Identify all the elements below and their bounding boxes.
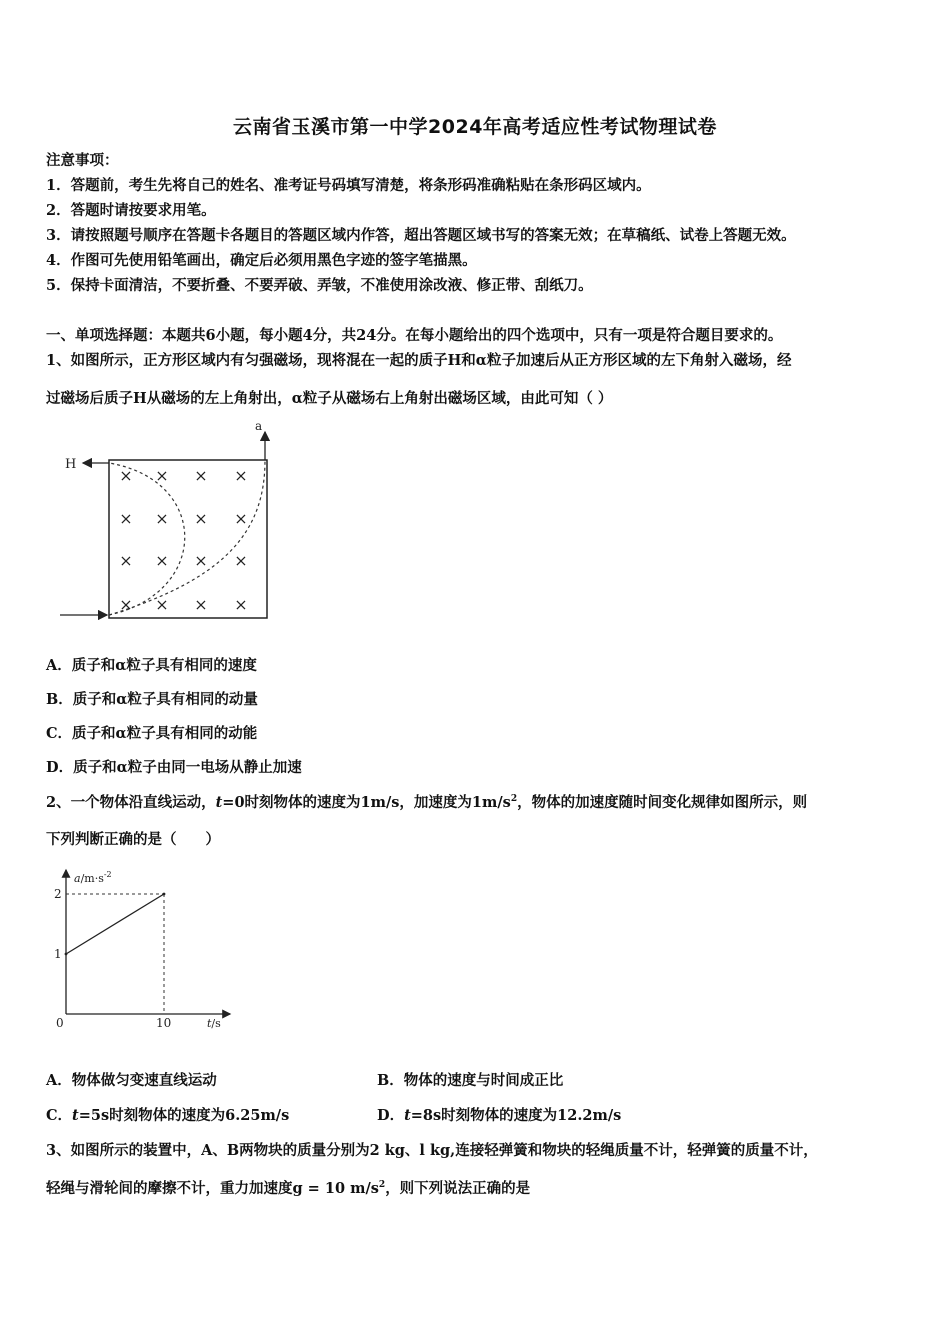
notice-item-3: 3．请按照题号顺序在答题卡各题目的答题区域内作答，超出答题区域书写的答案无效；在草稿纸、试卷上答题无效。	[46, 227, 796, 244]
field-mark-1-3: ×	[234, 509, 248, 528]
q2-option-c-text: =5s时刻物体的速度为6.25m/s	[78, 1107, 290, 1124]
q2-stem-line-2: 下列判断正确的是（ ）	[46, 831, 220, 848]
field-mark-3-3: ×	[234, 595, 248, 614]
q2-stem-part-b: =0时刻物体的速度为1m/s，加速度为1m/s	[222, 794, 511, 811]
notice-item-1: 1．答题前，考生先将自己的姓名、准考证号码填写清楚，将条形码准确粘贴在条形码区域内。	[46, 177, 651, 194]
q2-option-c[interactable]	[46, 1106, 289, 1126]
y-axis-sup: -2	[103, 870, 112, 879]
page-title: 云南省玉溪市第一中学2024年高考适应性考试物理试卷	[233, 116, 717, 138]
field-mark-2-0: ×	[119, 551, 133, 570]
q1-field-figure	[55, 418, 285, 628]
chart-marks	[54, 887, 171, 1030]
q3-stem-line-2	[46, 1179, 530, 1199]
xtick-0: 0	[56, 1016, 64, 1030]
q3-stem-line-1: 3、如图所示的装置中，A、B两物块的质量分别为2 kg、l kg,连接轻弹簧和物块的轻绳质量不计，轻弹簧的质量不计，	[46, 1142, 818, 1159]
q2-acceleration-chart	[40, 862, 240, 1040]
q2-option-c-prefix: C．	[46, 1107, 73, 1124]
q3-stem-sup: 2	[378, 1180, 386, 1190]
field-mark-2-1: ×	[155, 551, 169, 570]
proton-path	[109, 463, 185, 615]
field-mark-2-3: ×	[234, 551, 248, 570]
field-mark-0-1: ×	[155, 466, 169, 485]
q3-stem-part-b: ，则下列说法正确的是	[385, 1180, 531, 1197]
q2-option-d-var: t	[404, 1107, 411, 1124]
q2-option-b[interactable]: B．物体的速度与时间成正比	[377, 1072, 564, 1089]
y-axis-var: a	[74, 872, 81, 885]
q1-stem-line-1: 1、如图所示，正方形区域内有匀强磁场，现将混在一起的质子H和α粒子加速后从正方形区域的左下角射入磁场，经	[46, 352, 792, 369]
field-marks	[119, 466, 247, 614]
x-axis-unit: /s	[211, 1017, 221, 1030]
x-axis-label	[207, 1017, 221, 1030]
q3-stem-part-a: 轻绳与滑轮间的摩擦不计，重力加速度g = 10 m/s	[46, 1180, 379, 1197]
q1-option-a[interactable]: A．质子和α粒子具有相同的速度	[46, 657, 257, 674]
q2-stem-line-1	[46, 793, 807, 813]
ytick-1: 1	[54, 947, 62, 961]
notice-item-5: 5．保持卡面清洁，不要折叠、不要弄破、弄皱，不准使用涂改液、修正带、刮纸刀。	[46, 277, 593, 294]
section-heading: 一、单项选择题：本题共6小题，每小题4分，共24分。在每小题给出的四个选项中，只有一项是符合题目要求的。	[46, 327, 783, 344]
label-a: a	[255, 419, 263, 433]
field-mark-3-2: ×	[194, 595, 208, 614]
series-line	[66, 894, 164, 954]
field-mark-1-1: ×	[155, 509, 169, 528]
ytick-2: 2	[54, 887, 62, 901]
field-mark-3-1: ×	[155, 595, 169, 614]
q1-option-b[interactable]: B．质子和α粒子具有相同的动量	[46, 691, 258, 708]
q1-option-c[interactable]: C．质子和α粒子具有相同的动能	[46, 725, 258, 742]
q2-stem-var-t: t	[215, 794, 223, 811]
field-mark-2-2: ×	[194, 551, 208, 570]
q2-option-c-var: t	[72, 1107, 79, 1124]
notice-heading: 注意事项：	[46, 152, 119, 169]
field-mark-0-0: ×	[119, 466, 133, 485]
field-mark-1-0: ×	[119, 509, 133, 528]
field-mark-0-2: ×	[194, 466, 208, 485]
field-mark-1-2: ×	[194, 509, 208, 528]
q2-stem-sup: 2	[510, 794, 518, 804]
notice-item-4: 4．作图可先使用铅笔画出，确定后必须用黑色字迹的签字笔描黑。	[46, 252, 477, 269]
y-axis-label	[74, 870, 112, 885]
q2-option-d-prefix: D．	[377, 1107, 405, 1124]
q2-option-a[interactable]: A．物体做匀变速直线运动	[46, 1072, 217, 1089]
q2-option-d-text: =8s时刻物体的速度为12.2m/s	[410, 1107, 622, 1124]
q1-stem-line-2: 过磁场后质子H从磁场的左上角射出，α粒子从磁场右上角射出磁场区域，由此可知（ ）	[46, 390, 613, 407]
label-h: H	[65, 457, 77, 472]
data-point-0	[65, 953, 68, 956]
field-mark-3-0: ×	[119, 595, 133, 614]
data-point-1	[163, 893, 166, 896]
notice-item-2: 2．答题时请按要求用笔。	[46, 202, 216, 219]
xtick-10: 10	[156, 1016, 172, 1030]
q1-option-d[interactable]: D．质子和α粒子由同一电场从静止加速	[46, 759, 302, 776]
q2-stem-part-c: ，物体的加速度随时间变化规律如图所示，则	[517, 794, 808, 811]
field-mark-0-3: ×	[234, 466, 248, 485]
x-axis-var: t	[207, 1017, 212, 1030]
y-axis-unit: /m·s	[80, 872, 104, 885]
q2-option-d[interactable]	[377, 1106, 621, 1126]
q2-stem-part-a: 2、一个物体沿直线运动，	[46, 794, 216, 811]
